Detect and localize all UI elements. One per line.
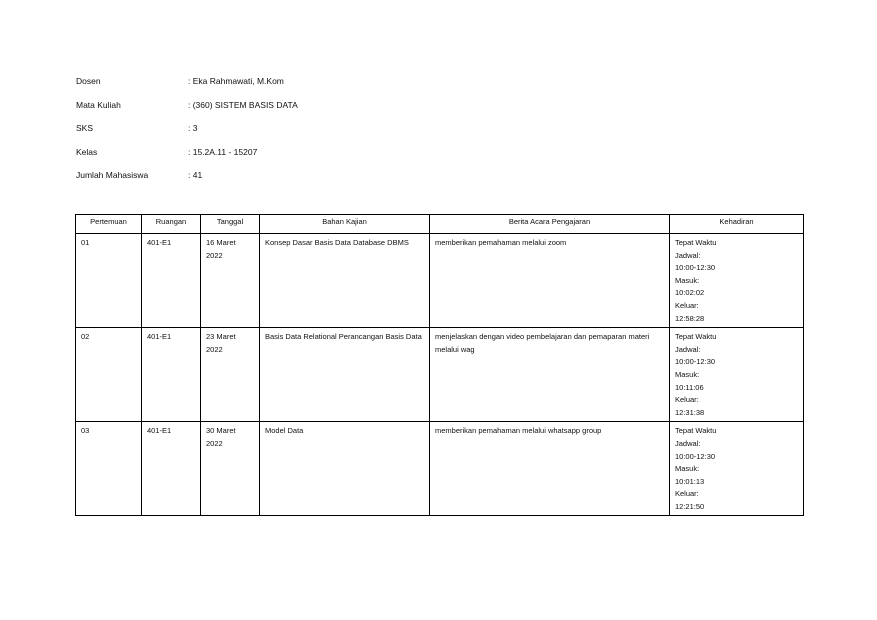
kehadiran-jadwal-label: Jadwal:: [675, 344, 701, 354]
cell-bahan-kajian: Konsep Dasar Basis Data Database DBMS: [260, 234, 430, 328]
header-bahan-kajian: Bahan Kajian: [260, 215, 430, 234]
mata-kuliah-label: Mata Kuliah: [76, 99, 121, 110]
info-row-jumlah-mahasiswa: [76, 170, 298, 194]
kehadiran-keluar: 12:21:50: [675, 501, 705, 511]
jumlah-mahasiswa-value: : 41: [188, 170, 203, 181]
dosen-value: : Eka Rahmawati, M.Kom: [188, 76, 284, 86]
kehadiran-keluar-label: Keluar:: [675, 489, 699, 499]
info-row-kelas: [76, 147, 298, 171]
cell-ruangan: 401-E1: [142, 328, 201, 422]
cell-tanggal: 23 Maret 2022: [201, 328, 260, 422]
cell-pertemuan: 02: [76, 328, 142, 422]
kehadiran-status: Tepat Waktu: [675, 426, 717, 436]
attendance-table: [75, 214, 804, 516]
cell-ruangan: 401-E1: [142, 422, 201, 516]
table-row: [76, 328, 804, 422]
table-row: [76, 422, 804, 516]
cell-kehadiran: [670, 234, 804, 328]
dosen-label: Dosen: [76, 76, 101, 86]
kehadiran-jadwal-label: Jadwal:: [675, 250, 701, 260]
kehadiran-jadwal: 10:00-12:30: [675, 263, 716, 273]
sks-label: SKS: [76, 123, 94, 134]
cell-bahan-kajian: Basis Data Relational Perancangan Basis Data: [260, 328, 430, 422]
mata-kuliah-value: : (360) SISTEM BASIS DATA: [188, 99, 298, 110]
table-row: [76, 234, 804, 328]
cell-berita-acara: menjelaskan dengan video pembelajaran dan pemaparan materi melalui wag: [430, 328, 670, 422]
header-kehadiran: Kehadiran: [670, 215, 804, 234]
header-pertemuan: Pertemuan: [76, 215, 142, 234]
info-row-dosen: [76, 76, 298, 100]
info-row-mata-kuliah: [76, 100, 298, 124]
table-header-row: [76, 215, 804, 234]
cell-bahan-kajian: Model Data: [260, 422, 430, 516]
kehadiran-masuk-label: Masuk:: [675, 275, 700, 285]
sks-value: : 3: [188, 123, 198, 134]
kehadiran-masuk: 10:11:06: [675, 382, 704, 392]
kehadiran-keluar: 12:58:28: [675, 313, 705, 323]
kehadiran-masuk-label: Masuk:: [675, 464, 700, 474]
kehadiran-masuk-label: Masuk:: [675, 369, 700, 379]
cell-pertemuan: 03: [76, 422, 142, 516]
cell-kehadiran: [670, 328, 804, 422]
kehadiran-status: Tepat Waktu: [675, 238, 717, 247]
header-berita-acara: Berita Acara Pengajaran: [430, 215, 670, 234]
cell-berita-acara: memberikan pemahaman melalui zoom: [430, 234, 670, 328]
kehadiran-jadwal: 10:00-12:30: [675, 357, 716, 367]
kelas-value: : 15.2A.11 - 15207: [188, 146, 258, 157]
kehadiran-keluar-label: Keluar:: [675, 300, 699, 310]
kehadiran-keluar-label: Keluar:: [675, 395, 699, 405]
cell-kehadiran: [670, 422, 804, 516]
cell-tanggal: 16 Maret 2022: [201, 234, 260, 328]
kehadiran-jadwal: 10:00-12:30: [675, 451, 716, 461]
header-tanggal: Tanggal: [201, 215, 260, 234]
header-ruangan: Ruangan: [142, 215, 201, 234]
jumlah-mahasiswa-label: Jumlah Mahasiswa: [76, 170, 149, 181]
course-info: [76, 76, 298, 194]
cell-tanggal: 30 Maret 2022: [201, 422, 260, 516]
info-row-sks: [76, 123, 298, 147]
kelas-label: Kelas: [76, 146, 98, 157]
kehadiran-masuk: 10:02:02: [675, 288, 705, 298]
kehadiran-jadwal-label: Jadwal:: [675, 438, 701, 448]
cell-ruangan: 401-E1: [142, 234, 201, 328]
cell-pertemuan: 01: [76, 234, 142, 328]
kehadiran-masuk: 10:01:13: [675, 476, 705, 486]
kehadiran-status: Tepat Waktu: [675, 332, 717, 342]
cell-berita-acara: memberikan pemahaman melalui whatsapp group: [430, 422, 670, 516]
kehadiran-keluar: 12:31:38: [675, 407, 705, 417]
